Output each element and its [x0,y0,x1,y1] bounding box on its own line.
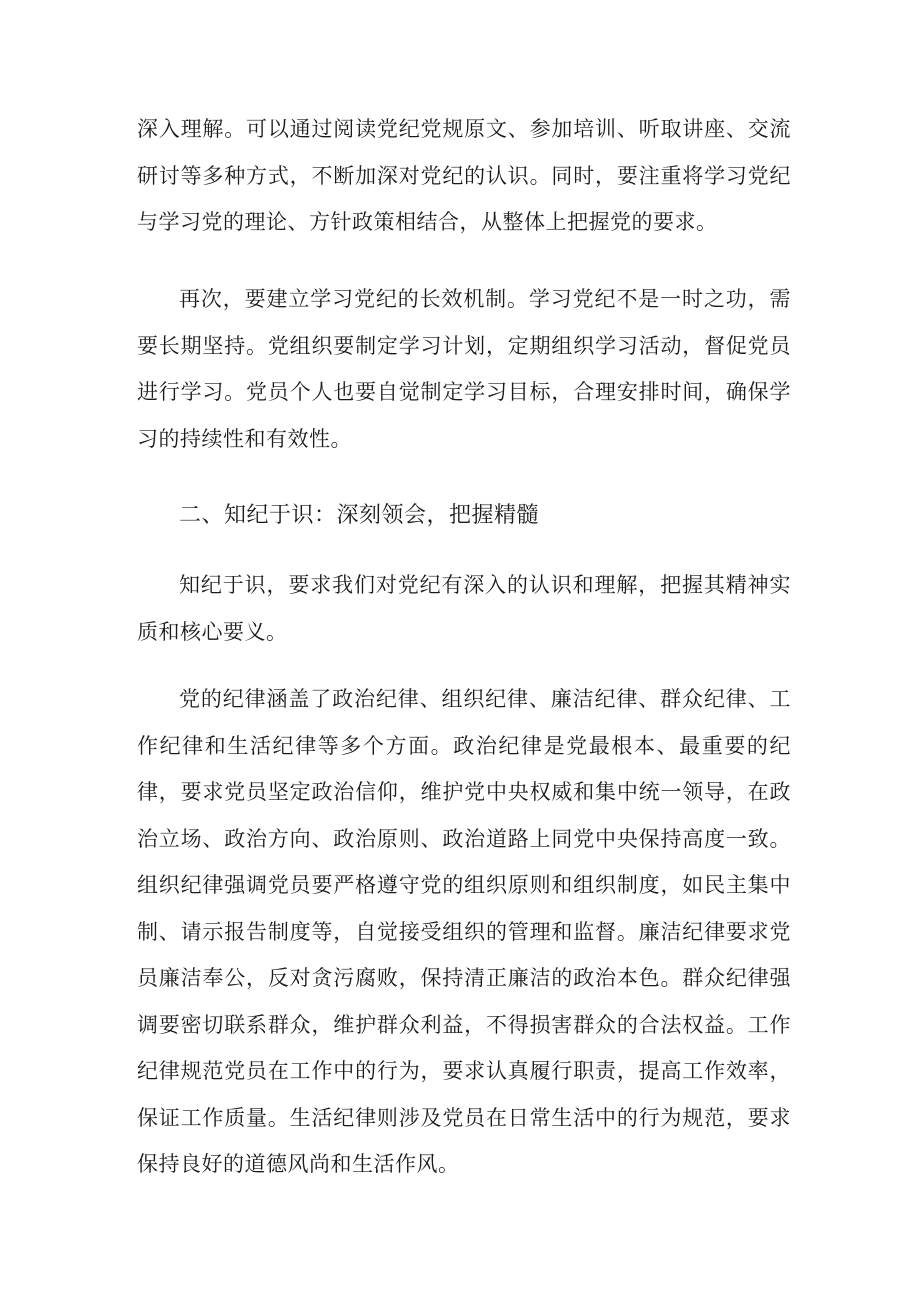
section-heading: 二、知纪于识：深刻领会，把握精髓 [179,503,540,528]
paragraph-long-term-mechanism: 再次，要建立学习党纪的长效机制。学习党纪不是一时之功，需要长期坚持。党组织要制定学习计划，定期组织学习活动，督促党员进行学习。党员个人也要自觉制定学习目标，合理安排时间，确保学习的持续性和有效性。 [137,287,791,451]
paragraph-knowing-discipline: 知纪于识，要求我们对党纪有深入的认识和理解，把握其精神实质和核心要义。 [137,573,791,644]
paragraph-continuation: 深入理解。可以通过阅读党纪党规原文、参加培训、听取讲座、交流研讨等多种方式，不断加深对党纪的认识。同时，要注重将学习党纪与学习党的理论、方针政策相结合，从整体上把握党的要求。 [137,117,791,234]
paragraph-discipline-types: 党的纪律涵盖了政治纪律、组织纪律、廉洁纪律、群众纪律、工作纪律和生活纪律等多个方面。政治纪律是党最根本、最重要的纪律，要求党员坚定政治信仰，维护党中央权威和集中统一领导，在政治立场、政治方向、政治原则、政治道路上同党中央保持高度一致。组织纪律强调党员要严格遵守党的组织原则和组织制度，如民主集中制、请示报告制度等，自觉接受组织的管理和监督。廉洁纪律要求党员廉洁奉公，反对贪污腐败，保持清正廉洁的政治本色。群众纪律强调要密切联系群众，维护群众利益，不得损害群众的合法权益。工作纪律规范党员在工作中的行为，要求认真履行职责，提高工作效率，保证工作质量。生活纪律则涉及党员在日常生活中的行为规范，要求保持良好的道德风尚和生活作风。 [137,687,791,1176]
